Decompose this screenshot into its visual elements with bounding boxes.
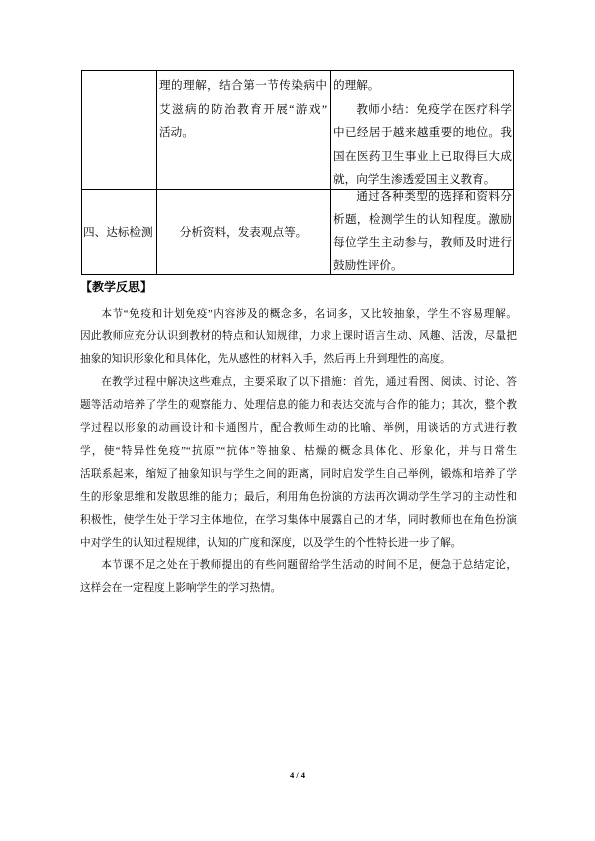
cell-text-line: 每位学生主动参与，教师及时进行: [333, 236, 512, 249]
lesson-plan-table: [81, 70, 514, 275]
cell-text-line: 中已经居于越来越重要的地位。我: [333, 126, 512, 139]
table-row: [81, 70, 514, 190]
paragraph-line: 学过程以形象的动画设计和卡通图片，配合教师生动的比喻、举例，用谈话的方式进行教: [80, 423, 517, 435]
paragraph-line: 这样会在一定程度上影响学生的学习热情。: [80, 583, 282, 595]
cell-text-line: 通过各种类型的选择和资料分: [356, 190, 512, 203]
cell-text-line: 分析资料，发表观点等。: [179, 226, 308, 239]
table-row: [81, 190, 514, 275]
cell-text-line: 析题，检测学生的认知程度。激励: [333, 213, 512, 226]
cell-text-line: 活动。: [159, 126, 194, 139]
table-cell: [157, 70, 331, 190]
paragraph-line: 生的形象思维和发散思维的能力；最后，利用角色扮演的方法再次调动学生学习的主动性和: [80, 491, 517, 503]
table-cell: [331, 70, 514, 190]
page-number: 4 / 4: [289, 770, 306, 780]
table-cell: [331, 190, 514, 275]
table-cell: [81, 70, 157, 190]
cell-text-block: [333, 185, 512, 277]
paragraph: [80, 372, 517, 555]
paragraph: [80, 304, 517, 373]
cell-text-line: 就，向学生渗透爱国主义教育。: [333, 173, 496, 186]
cell-text-line: 理的理解，结合第一节传染病中: [159, 79, 327, 92]
stage-label: 四、达标检测: [83, 226, 153, 239]
paragraph-line: 学，使“特异性免疫”“抗原”“抗体”等抽象、枯燥的概念具体化、形象化，并与日常生: [80, 445, 517, 457]
paragraph-line: 中对学生的认知过程规律，认知的广度和深度，以及学生的个性特长进一步了解。: [80, 537, 462, 549]
paragraph-line: 在教学过程中解决这些难点，主要采取了以下措施：首先，通过看图、阅读、讨论、答: [101, 377, 517, 389]
table-cell: [81, 190, 157, 275]
paragraph-line: 题等活动培养了学生的观察能力、处理信息的能力和表达交流与合作的能力；其次，整个教: [80, 400, 517, 412]
cell-text-line: 教师小结：免疫学在医疗科学: [356, 102, 512, 116]
reflection-section: [80, 276, 517, 601]
paragraph-line: 本节“免疫和计划免疫”内容涉及的概念多，名词多，又比较抽象，学生不容易理解。: [101, 308, 517, 320]
paragraph-line: 活联系起来，缩短了抽象知识与学生之间的距离，同时启发学生自己举例，锻炼和培养了学: [80, 468, 517, 480]
paragraph-line: 本节课不足之处在于教师提出的有些问题留给学生活动的时间不足，便急于总结定论，: [101, 560, 517, 572]
cell-text-line: 的理解。: [333, 79, 380, 92]
paragraph-line: 抽象的知识形象化和具体化，先从感性的材料入手，然后再上升到理性的高度。: [80, 354, 451, 366]
cell-text-line: 鼓励性评价。: [333, 259, 403, 272]
section-heading: 【教学反思】: [80, 280, 153, 294]
table-cell: [157, 190, 331, 275]
reflection-body: [80, 304, 517, 602]
cell-text-line: 艾滋病的防治教育开展“游戏”: [159, 102, 327, 116]
cell-text-line: 国在医药卫生事业上已取得巨大成: [333, 149, 512, 163]
paragraph-line: 因此教师应充分认识到教材的特点和认知规律，力求上课时语言生动、风趣、活泼，尽量把: [80, 331, 517, 343]
paragraph-line: 积极性，使学生处于学习主体地位，在学习集体中展露自己的才华，同时教师也在角色扮演: [80, 514, 517, 526]
paragraph: [80, 555, 517, 601]
